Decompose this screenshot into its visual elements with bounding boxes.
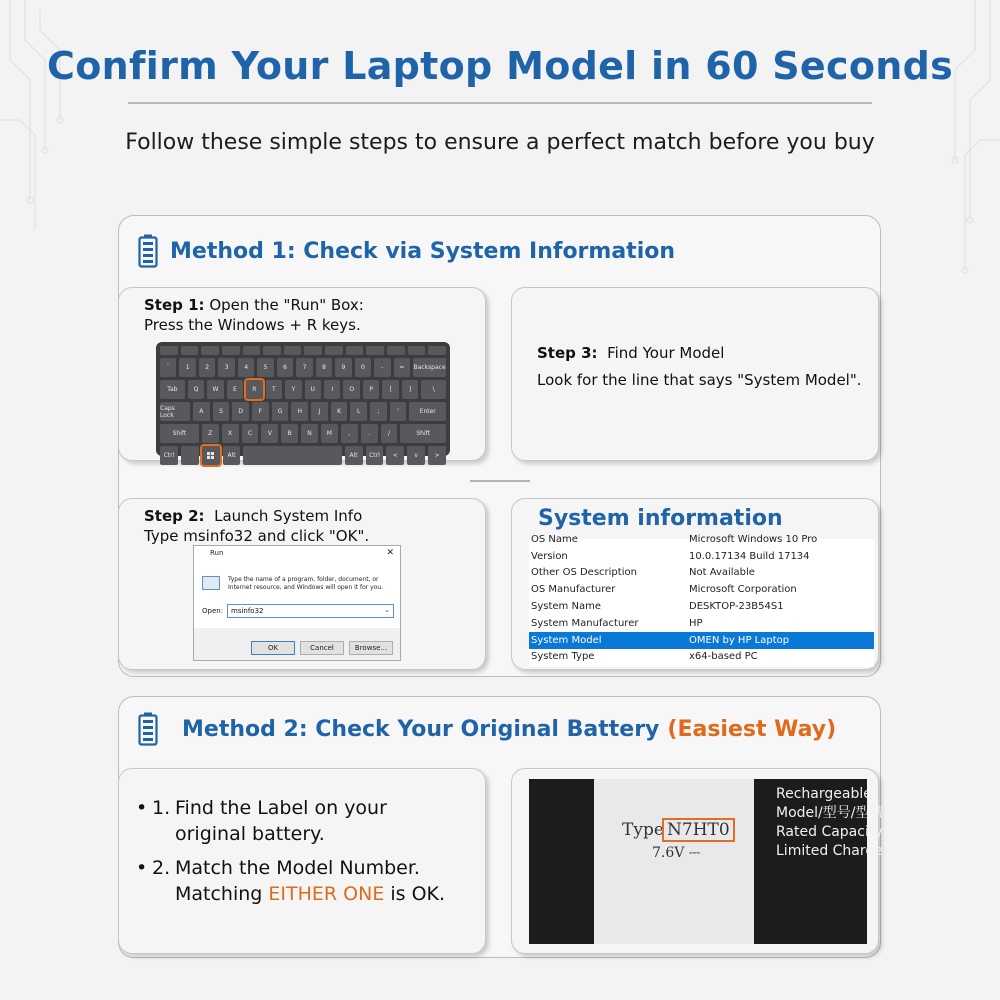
- key: [263, 346, 281, 355]
- key: [160, 346, 178, 355]
- step3-instruction: Look for the line that says "System Model".: [537, 371, 862, 389]
- step3-label: Step 3:: [537, 344, 598, 362]
- run-app-icon: [202, 576, 220, 590]
- battery-icon: [138, 712, 158, 746]
- key: A: [193, 402, 210, 421]
- table-row-selected-system-model[interactable]: [529, 632, 874, 649]
- key: W: [207, 380, 223, 399]
- chevron-down-icon[interactable]: ⌄: [384, 606, 390, 614]
- run-dialog-button-bar: [194, 628, 400, 660]
- list-item-emphasis: EITHER ONE: [268, 883, 385, 905]
- key: D: [232, 402, 249, 421]
- row-key: System Manufacturer: [531, 617, 639, 629]
- section-divider: [470, 480, 530, 482]
- step1-label: Step 1:: [144, 296, 205, 314]
- run-open-label: Open:: [202, 607, 224, 615]
- run-dialog: [193, 545, 401, 661]
- key: 3: [218, 358, 234, 377]
- key: M: [321, 424, 338, 443]
- key: [387, 346, 405, 355]
- list-item-text: original battery.: [175, 823, 325, 845]
- table-row[interactable]: [529, 548, 874, 565]
- row-value: HP: [689, 617, 703, 629]
- battery-voltage: 7.6V ⎓: [652, 845, 700, 861]
- method2-heading-emphasis: (Easiest Way): [667, 716, 837, 742]
- key: 9: [335, 358, 351, 377]
- key: \: [421, 380, 446, 399]
- row-key: System Type: [531, 651, 595, 663]
- row-value: 10.0.17134 Build 17134: [689, 550, 810, 562]
- key: -: [374, 358, 390, 377]
- key: E: [227, 380, 243, 399]
- key: Caps Lock: [160, 402, 190, 421]
- key: C: [242, 424, 259, 443]
- key: [243, 346, 261, 355]
- table-row[interactable]: [529, 531, 874, 548]
- key: 2: [199, 358, 215, 377]
- list-item-text: Matching: [175, 883, 269, 905]
- key: <: [386, 446, 404, 465]
- key: [366, 346, 384, 355]
- key: .: [361, 424, 378, 443]
- battery-spec-line: Rechargeable: [776, 786, 872, 802]
- bullet: •: [136, 797, 148, 819]
- page-subtitle: Follow these simple steps to ensure a perfect match before you buy: [125, 130, 875, 155]
- key: ,: [341, 424, 358, 443]
- key: G: [272, 402, 289, 421]
- method2-heading: [138, 712, 836, 746]
- key: S: [213, 402, 230, 421]
- keyboard-z-row: [160, 424, 446, 443]
- keyboard-bottom-row: [160, 446, 446, 465]
- browse-button[interactable]: Browse...: [349, 641, 393, 655]
- battery-spec-line: Limited Charge: [776, 843, 883, 859]
- step1-instruction: Press the Windows + R keys.: [144, 316, 361, 334]
- key: N: [301, 424, 318, 443]
- row-key: Version: [531, 550, 568, 562]
- key: 8: [316, 358, 332, 377]
- keyboard-image: [156, 342, 450, 459]
- battery-sticker: [594, 779, 754, 944]
- key: P: [363, 380, 379, 399]
- row-value: Microsoft Windows 10 Pro: [689, 533, 818, 545]
- key: [181, 446, 199, 465]
- key: `: [160, 358, 176, 377]
- step3-text: [537, 340, 862, 394]
- keyboard-num-row: [160, 358, 446, 377]
- key: I: [324, 380, 340, 399]
- method2-heading-text: Method 2: Check Your Original Battery: [182, 716, 660, 742]
- table-row[interactable]: [529, 565, 874, 582]
- list-item: [136, 795, 445, 847]
- key: Y: [285, 380, 301, 399]
- battery-spec-line: Model/型号/型號: [776, 805, 884, 821]
- key: O: [343, 380, 359, 399]
- step2-label: Step 2:: [144, 507, 205, 525]
- keyboard-fn-row: [160, 346, 446, 355]
- battery-label-photo: [529, 779, 884, 944]
- battery-spec-line: Rated Capacity: [776, 824, 883, 840]
- list-item: [136, 855, 445, 907]
- row-value: DESKTOP-23B54S1: [689, 601, 784, 613]
- table-row[interactable]: [529, 649, 874, 666]
- key: Ctrl: [160, 446, 178, 465]
- step1-text: [144, 295, 364, 335]
- key: K: [331, 402, 348, 421]
- system-info-table: [529, 533, 874, 667]
- row-key: System Model: [531, 634, 602, 646]
- key: 5: [257, 358, 273, 377]
- key: Shift: [400, 424, 446, 443]
- key: [325, 346, 343, 355]
- page-title: Confirm Your Laptop Model in 60 Seconds: [47, 44, 953, 88]
- key: 6: [277, 358, 293, 377]
- key: Enter: [409, 402, 446, 421]
- windows-logo-icon: [207, 452, 214, 459]
- key: [222, 346, 240, 355]
- row-key: Other OS Description: [531, 567, 637, 579]
- key: [428, 346, 446, 355]
- key: [201, 346, 219, 355]
- key: 7: [296, 358, 312, 377]
- title-divider: [128, 102, 872, 104]
- battery-spec-text: [776, 785, 883, 861]
- key: J: [311, 402, 328, 421]
- battery-icon: [138, 234, 158, 268]
- step1-title: Open the "Run" Box:: [209, 296, 364, 314]
- row-value: Not Available: [689, 567, 755, 579]
- key: 1: [179, 358, 195, 377]
- step2-instruction: Type msinfo32 and click "OK".: [144, 527, 370, 545]
- row-key: OS Manufacturer: [531, 584, 616, 596]
- table-row[interactable]: [529, 598, 874, 615]
- table-row[interactable]: [529, 581, 874, 598]
- bullet: •: [136, 857, 148, 879]
- row-value: x64-based PC: [689, 651, 758, 663]
- key: =: [394, 358, 410, 377]
- key: [181, 346, 199, 355]
- key: Backspace: [413, 358, 446, 377]
- keyboard-a-row: [160, 402, 446, 421]
- row-value: OMEN by HP Laptop: [689, 634, 790, 646]
- list-item-text: Match the Model Number.: [175, 857, 420, 879]
- run-open-input[interactable]: [227, 604, 394, 618]
- step2-text: [144, 506, 369, 546]
- key: ': [390, 402, 407, 421]
- row-key: System Name: [531, 601, 601, 613]
- key: Q: [188, 380, 204, 399]
- run-dialog-titlebar: [194, 546, 400, 562]
- key: v: [407, 446, 425, 465]
- step2-title: Launch System Info: [214, 507, 363, 525]
- run-dialog-description: Type the name of a program, folder, document, or Internet resource, and Windows will open it for you.: [228, 576, 384, 591]
- key: Z: [202, 424, 219, 443]
- key: L: [350, 402, 367, 421]
- method2-step-list: [136, 795, 445, 915]
- key: [243, 446, 341, 465]
- key: [346, 346, 364, 355]
- key: >: [428, 446, 446, 465]
- key: T: [266, 380, 282, 399]
- battery-type-label: Type: [622, 820, 664, 840]
- key: ;: [370, 402, 387, 421]
- run-open-input-value: msinfo32: [231, 607, 264, 615]
- key: V: [261, 424, 278, 443]
- cancel-button[interactable]: Cancel: [300, 641, 344, 655]
- list-item-text: Find the Label on your: [175, 797, 387, 819]
- key-windows-highlighted: [202, 446, 220, 465]
- key: Tab: [160, 380, 185, 399]
- key: U: [305, 380, 321, 399]
- ok-button[interactable]: OK: [251, 641, 295, 655]
- key: [: [382, 380, 398, 399]
- key: B: [281, 424, 298, 443]
- run-dialog-title: Run: [210, 549, 224, 557]
- list-item-number: 2.: [152, 857, 171, 879]
- table-row[interactable]: [529, 615, 874, 632]
- key: Ctrl: [366, 446, 384, 465]
- step3-title: Find Your Model: [607, 344, 725, 362]
- key: X: [222, 424, 239, 443]
- battery-model-number: N7HT0: [662, 818, 735, 842]
- method1-heading-text: Method 1: Check via System Information: [170, 238, 676, 264]
- method1-heading: [138, 234, 675, 268]
- key: Alt: [345, 446, 363, 465]
- key: F: [252, 402, 269, 421]
- row-key: OS Name: [531, 533, 578, 545]
- key: 0: [355, 358, 371, 377]
- list-item-text: is OK.: [384, 883, 446, 905]
- key: 4: [238, 358, 254, 377]
- key: /: [381, 424, 398, 443]
- keyboard-q-row: [160, 380, 446, 399]
- key: Alt: [223, 446, 241, 465]
- close-icon[interactable]: ✕: [386, 548, 394, 558]
- key: [408, 346, 426, 355]
- key: H: [291, 402, 308, 421]
- key: Shift: [160, 424, 199, 443]
- key: [284, 346, 302, 355]
- system-info-title: System information: [538, 506, 783, 531]
- key-r-highlighted: R: [246, 380, 262, 399]
- key: ]: [402, 380, 418, 399]
- list-item-number: 1.: [152, 797, 171, 819]
- row-value: Microsoft Corporation: [689, 584, 797, 596]
- key: [304, 346, 322, 355]
